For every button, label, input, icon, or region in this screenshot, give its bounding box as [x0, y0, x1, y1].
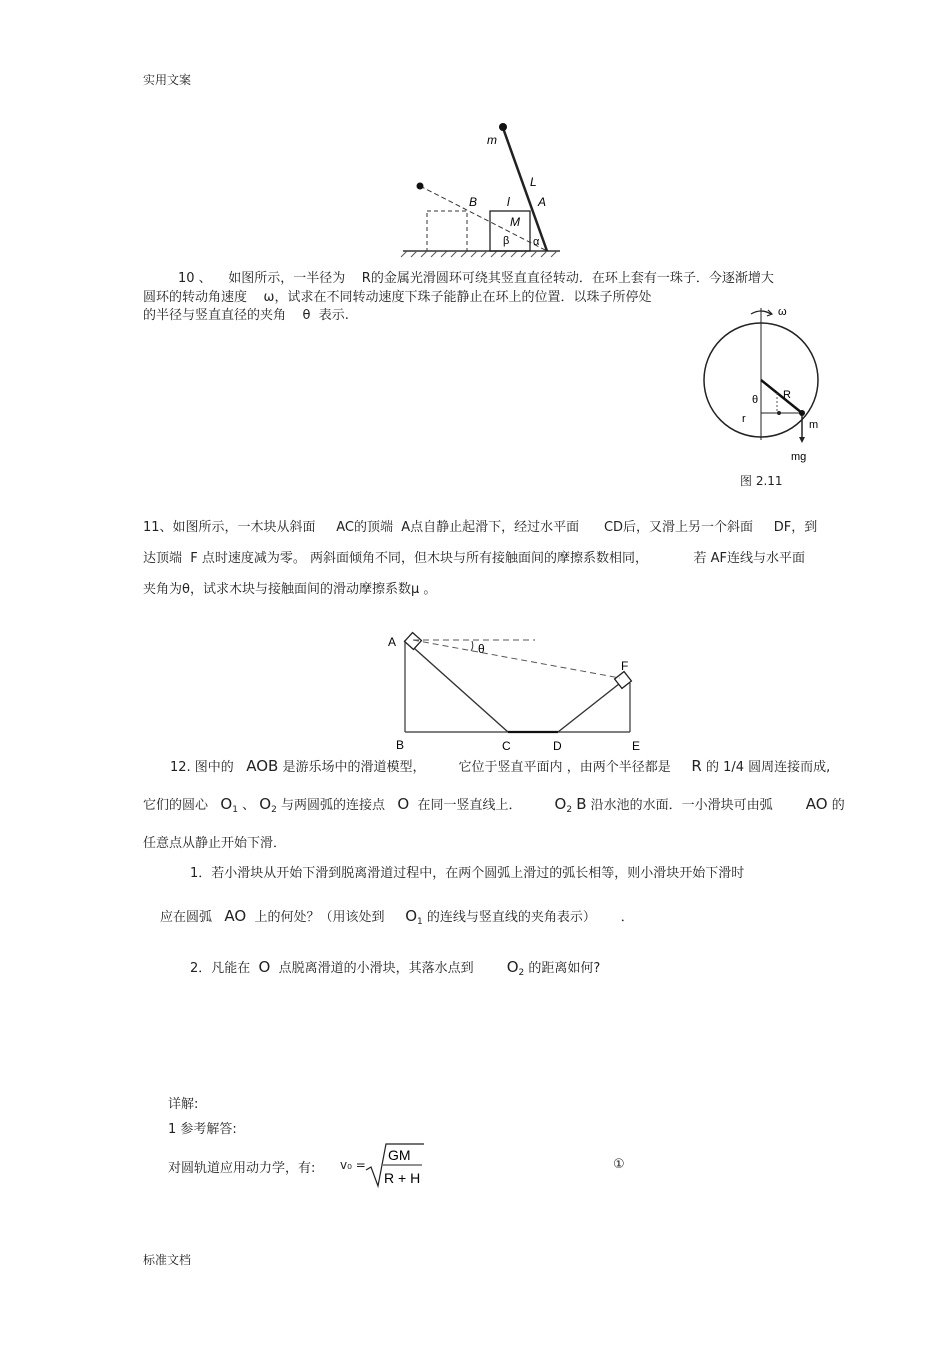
- formula-v0: v₀ =: [340, 1158, 366, 1172]
- figure-rotating-ring: [695, 300, 835, 470]
- label-C: C: [502, 739, 511, 753]
- q11-line1: 11、如图所示，一木块从斜面 AC的顶端 A点自静止起滑下，经过水平面 CD后，又滑上另一个斜面 DF，到: [143, 520, 818, 535]
- q11-line2: 达顶端 F 点时速度减为零。 两斜面倾角不同，但木块与所有接触面间的摩擦系数相同， 若 AF连线与水平面: [143, 551, 806, 566]
- incline-AC: [405, 640, 508, 732]
- formula-denominator: R + H: [384, 1170, 421, 1186]
- label-F: F: [621, 659, 629, 673]
- rod-L: [503, 128, 547, 251]
- label-B2: B: [396, 738, 405, 752]
- label-D: D: [553, 739, 562, 753]
- q12-line2: 它们的圆心 $O_1$ 、 $O_2$ 与两圆弧的连接点 O 在同一竖直线上． $O_2$ B 沿水池的水面．一小滑块可由弧 AO 的: [143, 795, 845, 815]
- equation-number: ①: [613, 1157, 625, 1172]
- q10-line1: 10 、 如图所示，一半径为 R的金属光滑圆环可绕其竖直直径转动．在环上套有一珠子．今逐渐增大: [178, 271, 774, 286]
- label-l: l: [507, 195, 510, 209]
- dashed-block: [427, 211, 467, 251]
- label-theta2: θ: [478, 642, 485, 656]
- q10-line3: 的半径与竖直直径的夹角 θ 表示.: [143, 308, 349, 323]
- label-L: L: [530, 175, 537, 189]
- figure-two-inclines: [380, 628, 650, 754]
- label-m2: m: [809, 419, 819, 431]
- q12-sub2: 2．凡能在 O 点脱离滑道的小滑块，其落水点到 $O_2$ 的距离如何?: [190, 958, 601, 978]
- figure-pendulum-block: [395, 118, 570, 260]
- label-theta: θ: [752, 394, 759, 406]
- label-mg: mg: [791, 451, 807, 463]
- q10-line2: 圆环的转动角速度 ω，试求在不同转动速度下珠子能静止在环上的位置．以珠子所停处: [143, 290, 652, 305]
- formula-sqrt: [364, 1140, 434, 1190]
- radius-line: [761, 380, 802, 413]
- label-M: M: [510, 215, 520, 229]
- answer-subtitle: 1 参考解答:: [168, 1122, 237, 1137]
- mass-m: [499, 123, 507, 131]
- block-A: [405, 633, 422, 650]
- q11-line3: 夹角为θ，试求木块与接触面间的滑动摩擦系数μ 。: [143, 582, 437, 597]
- label-r: r: [742, 413, 746, 425]
- label-m: m: [487, 133, 497, 147]
- label-A2: A: [388, 635, 397, 649]
- page-header: 实用文案: [143, 73, 192, 87]
- mass-dashed: [417, 183, 424, 190]
- q12-sub1-line1: 1．若小滑块从开始下滑到脱离滑道过程中，在两个圆弧上滑过的弧长相等，则小滑块开始下滑时: [190, 866, 745, 881]
- page-footer: 标准文档: [143, 1253, 192, 1267]
- label-omega: ω: [778, 306, 787, 318]
- label-B: B: [469, 195, 478, 209]
- q12-line3: 任意点从静止开始下滑．: [143, 836, 287, 851]
- label-beta: β: [503, 235, 510, 247]
- bead: [799, 410, 805, 416]
- AF-dashed: [413, 640, 620, 678]
- figure-caption-2-11: 图 2.11: [740, 474, 783, 488]
- label-R: R: [783, 389, 791, 401]
- incline-DF: [558, 680, 624, 732]
- label-E: E: [632, 739, 641, 753]
- q12-sub1-line2: 应在圆弧 AO 上的何处？（用该处到 $O_1$ 的连线与竖直线的夹角表示） ．: [160, 907, 634, 927]
- formula-numerator: GM: [388, 1147, 411, 1163]
- q12-line1: 12. 图中的 AOB 是游乐场中的滑道模型， 它位于竖直平面内 ，由两个半径都是 R 的 1/4 圆周连接而成,: [170, 757, 831, 775]
- answer-title: 详解:: [168, 1097, 199, 1112]
- answer-line: 对圆轨道应用动力学，有:: [168, 1161, 316, 1176]
- label-alpha: α: [533, 236, 540, 248]
- label-A: A: [538, 195, 547, 209]
